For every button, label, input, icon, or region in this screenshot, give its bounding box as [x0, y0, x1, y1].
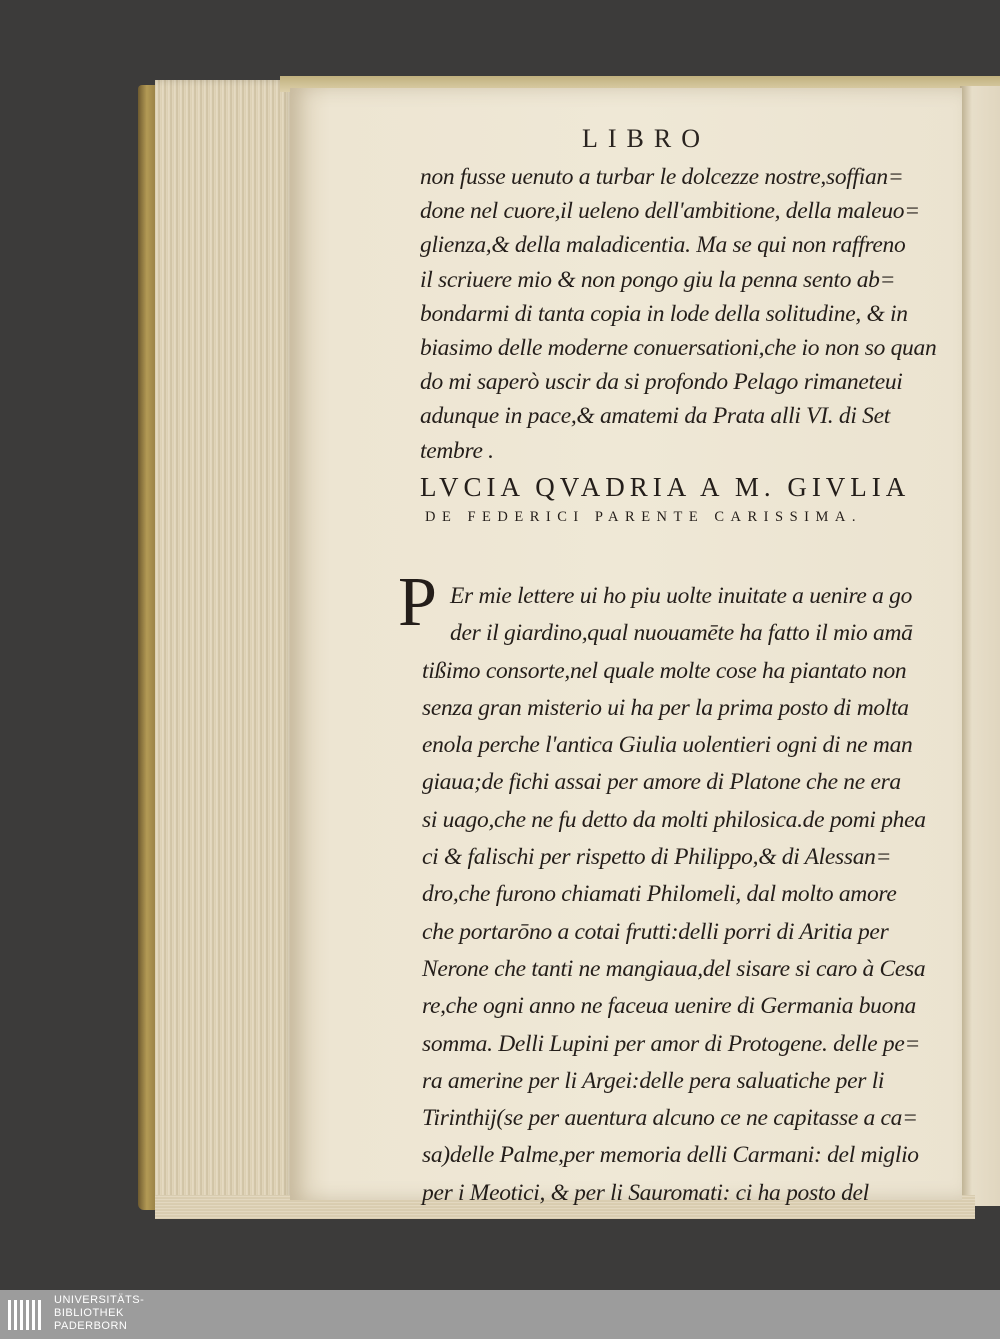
facing-page-edge — [960, 86, 1000, 1206]
body-line: senza gran misterio ui ha per la prima posto di molta — [422, 694, 909, 721]
body-line: ra amerine per li Argei:delle pera saluatiche per li — [422, 1067, 885, 1094]
body-line: si uago,che ne fu detto da molti philosica.de pomi phea — [422, 806, 926, 833]
letter-subheading: DE FEDERICI PARENTE CARISSIMA. — [425, 509, 862, 525]
page-stack-left — [155, 80, 295, 1210]
text-line: bondarmi di tanta copia in lode della solitudine, & in — [420, 300, 908, 327]
body-line: somma. Delli Lupini per amor di Protogene. delle pe= — [422, 1030, 921, 1057]
drop-cap: P — [398, 564, 437, 641]
library-name-line: UNIVERSITÄTS- — [54, 1294, 145, 1306]
body-line: tißimo consorte,nel quale molte cose ha piantato non — [422, 657, 907, 684]
text-line: done nel cuore,il ueleno dell'ambitione, della maleuo= — [420, 198, 920, 225]
running-head: LIBRO — [582, 124, 710, 153]
text-line: non fusse uenuto a turbar le dolcezze nostre,soffian= — [420, 164, 904, 190]
letter-ending — [420, 160, 937, 468]
book-page — [290, 88, 962, 1206]
text-line: adunque in pace,& amatemi da Prata alli VI. di Set — [420, 403, 890, 430]
letter-heading: LVCIA QVADRIA A M. GIVLIA — [420, 472, 911, 502]
body-line: che portarōno a cotai frutti:delli porri di Aritia per — [422, 918, 889, 945]
body-line: enola perche l'antica Giulia uolentieri ogni di ne man — [422, 732, 913, 759]
body-line: giaua;de fichi assai per amore di Platone che ne era — [422, 769, 901, 796]
text-line: do mi saperò uscir da si profondo Pelago rimaneteui — [420, 369, 903, 396]
text-line: glienza,& della maladicentia. Ma se qui non raffreno — [420, 232, 906, 259]
library-name-line: BIBLIOTHEK — [54, 1307, 124, 1319]
body-line: ci & falischi per rispetto di Philippo,& di Alessan= — [422, 844, 892, 871]
text-line: biasimo delle moderne conuersationi,che io non so quan — [420, 334, 937, 361]
text-line: il scriuere mio & non pongo giu la penna sento ab= — [420, 266, 896, 293]
body-line: per i Meotici, & per li Sauromati: ci ha posto del — [422, 1179, 869, 1206]
body-line: dro,che furono chiamati Philomeli, dal molto amore — [422, 881, 897, 908]
library-name-line: PADERBORN — [54, 1320, 128, 1332]
body-line: sa)delle Palme,per memoria delli Carmani: del miglio — [422, 1142, 919, 1169]
text-line: tembre . — [420, 437, 494, 464]
library-name — [54, 1294, 144, 1333]
body-line: Nerone che tanti ne mangiaua,del sisare si caro à Cesa — [422, 955, 926, 982]
body-line: Tirinthij(se per auentura alcuno ce ne capitasse a ca= — [422, 1105, 918, 1132]
letter-body — [422, 578, 942, 1212]
body-line: re,che ogni anno ne faceua uenire di Germania buona — [422, 993, 916, 1020]
library-logo-icon — [6, 1296, 48, 1334]
body-line: der il giardino,qual nuouamēte ha fatto il mio amā — [450, 620, 913, 647]
body-line: Er mie lettere ui ho piu uolte inuitate a uenire a go — [450, 583, 913, 609]
library-footer — [0, 1290, 1000, 1339]
